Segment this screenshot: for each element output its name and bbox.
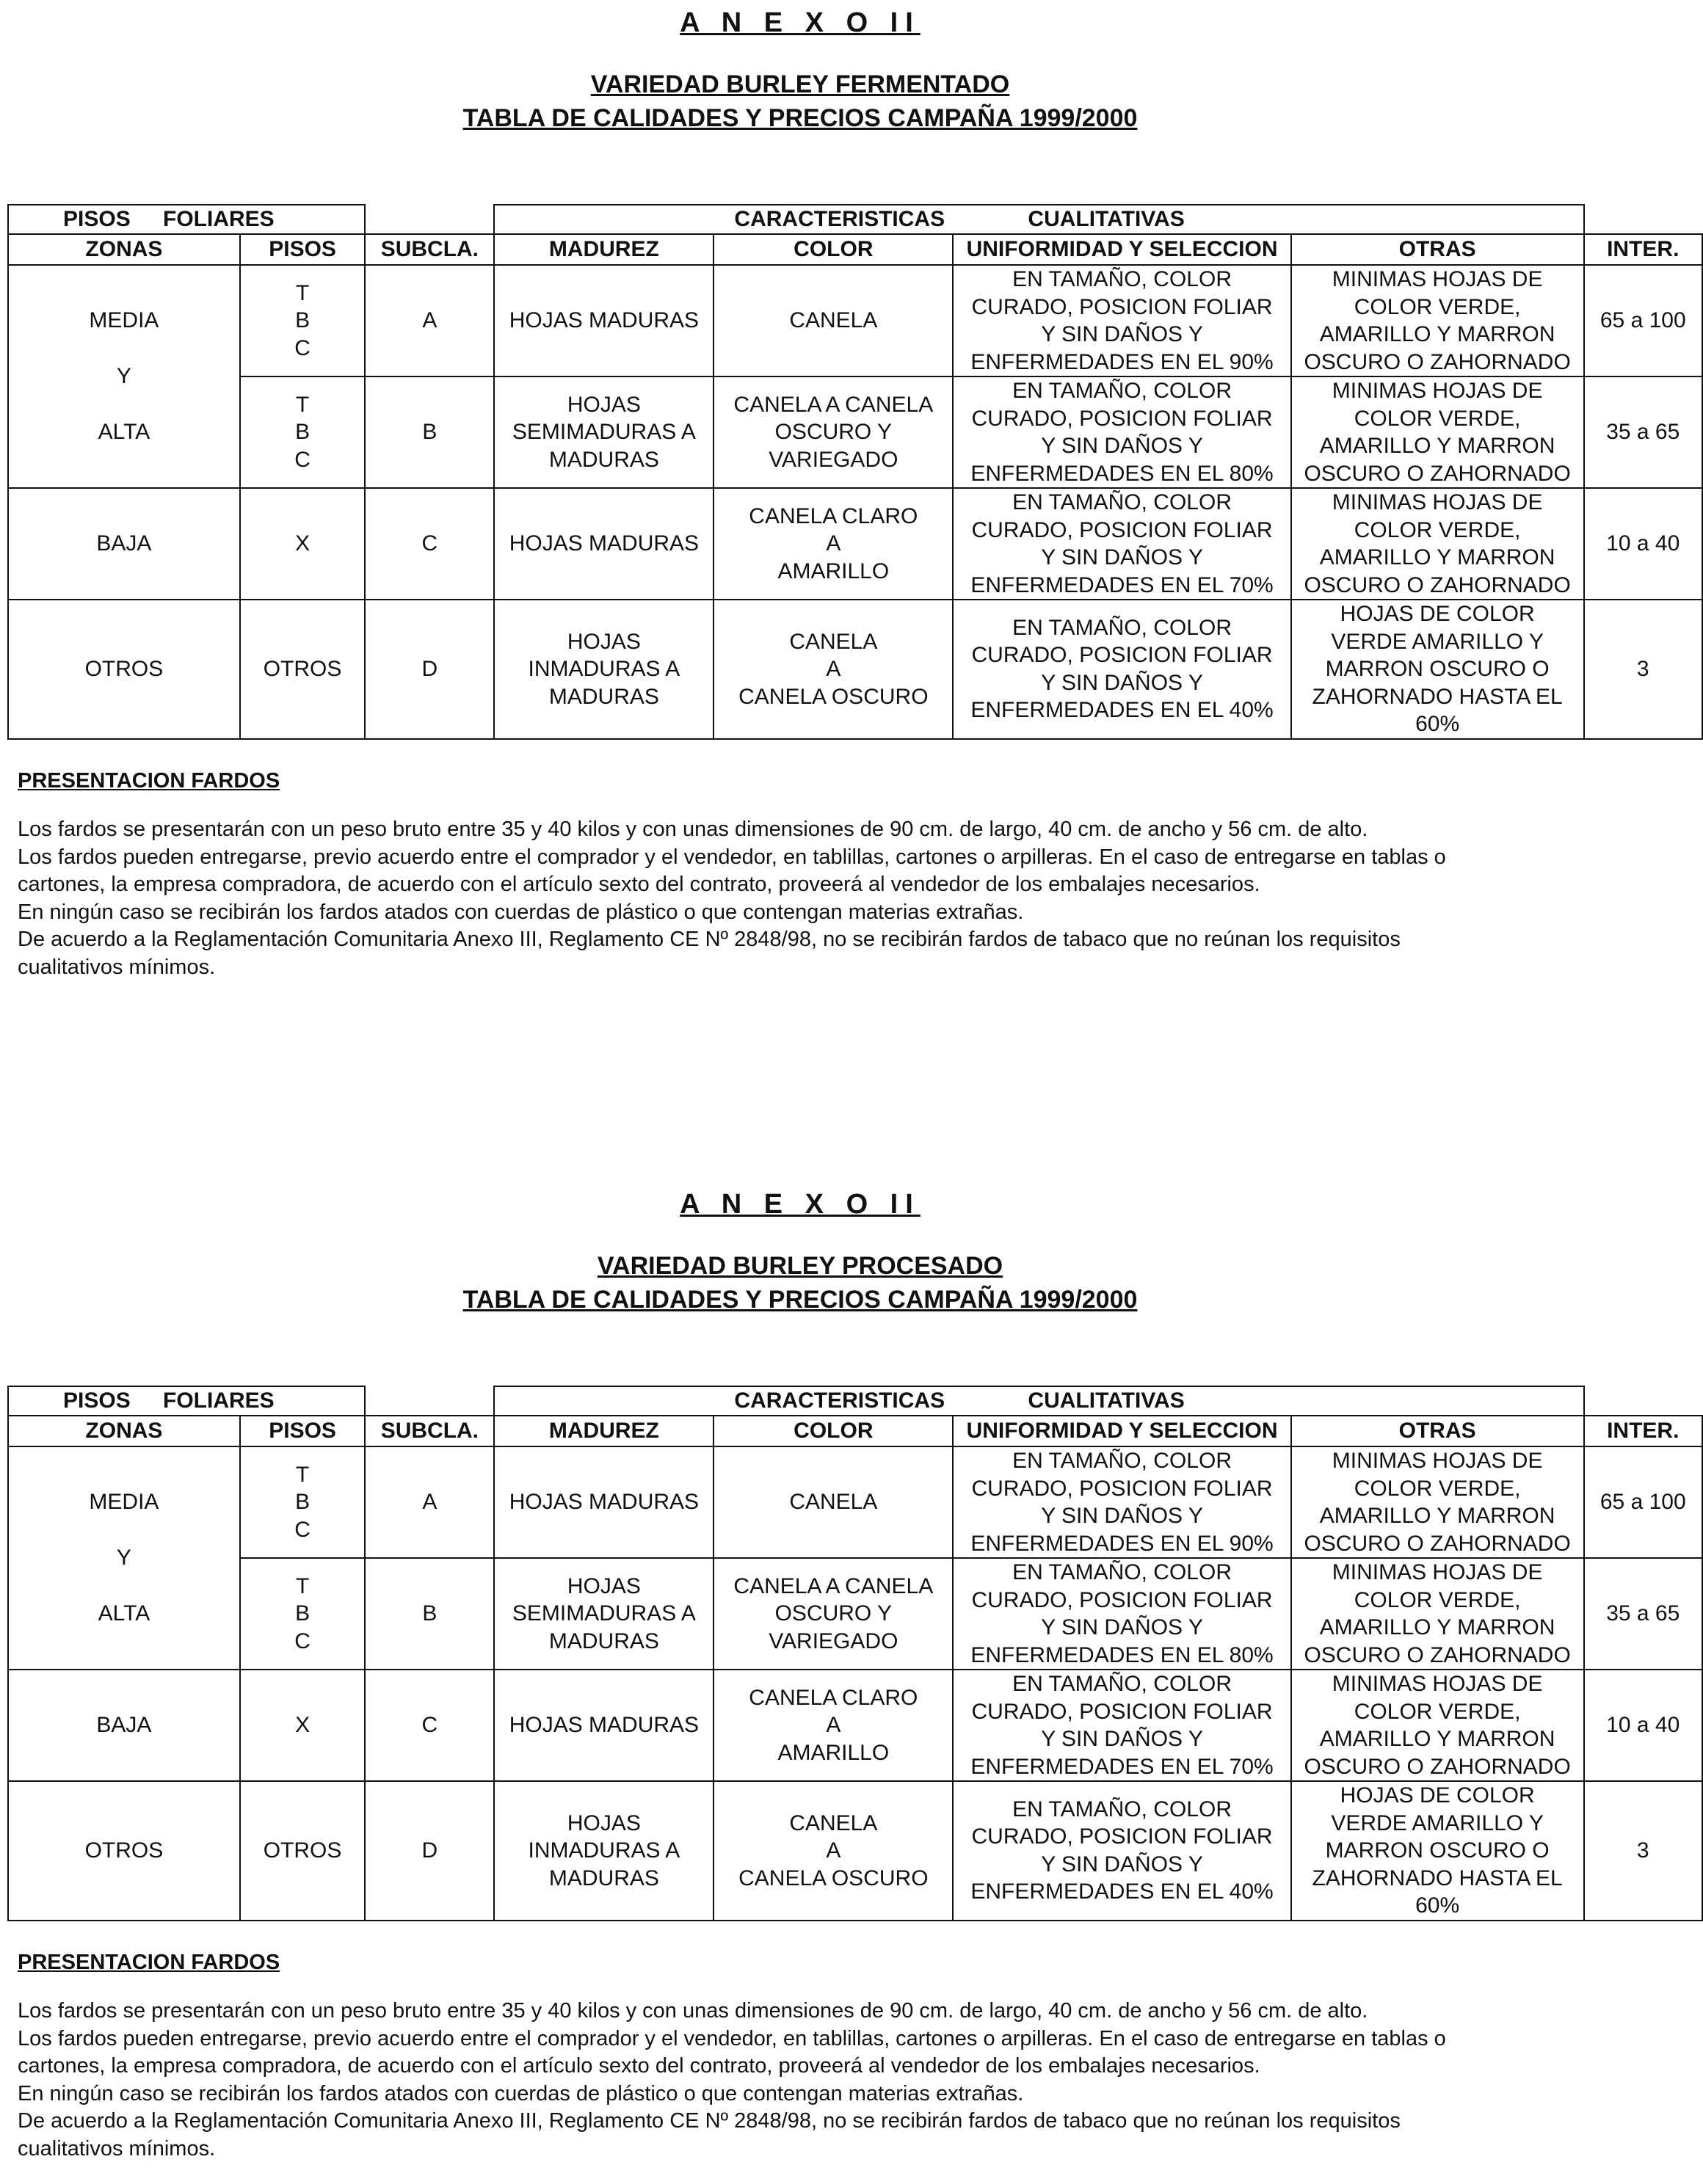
otras-cell [1291,488,1584,600]
otras-line: VERDE AMARILLO Y [1331,629,1544,654]
header-color: COLOR [713,1416,953,1446]
otras-line: MINIMAS HOJAS DE [1332,1560,1543,1584]
presentacion-text [18,816,1581,982]
madurez-line: MADURAS [548,1866,659,1890]
header-zonas: ZONAS [8,234,240,265]
pisos-cell [240,1781,365,1921]
madurez-line: SEMIMADURAS A [512,420,696,445]
otras-cell [1291,1781,1584,1921]
table-header-row [8,234,1702,265]
pisos-line: T [295,392,310,417]
pisos-line: X [295,1713,311,1738]
paragraph-line: De acuerdo a la Reglamentación Comunitaria Anexo III, Reglamento CE Nº 2848/98, no se recibirán fardos de tabaco que no reúnan los requisitos [18,928,1401,952]
otras-line: COLOR VERDE, [1354,517,1521,542]
color-line: CANELA A CANELA [733,1573,934,1598]
madurez-cell [494,1446,713,1558]
header-caracteristicas: CARACTERISTICAS [734,1388,945,1413]
color-line: CANELA [789,629,878,654]
uniformidad-cell [953,488,1290,600]
uniformidad-cell [953,1558,1290,1670]
uniformidad-line: EN TAMAÑO, COLOR [1012,1672,1232,1696]
pisos-line: X [295,531,311,556]
otras-cell [1291,600,1584,739]
table-row [8,1446,1702,1558]
pisos-line: B [295,1490,311,1515]
uniformidad-line: CURADO, POSICION FOLIAR [971,643,1273,668]
header-uniformidad: UNIFORMIDAD Y SELECCION [953,234,1290,265]
pisos-line: B [295,1601,311,1626]
presentacion-text [18,1998,1581,2163]
uniformidad-line: CURADO, POSICION FOLIAR [971,1824,1273,1849]
pisos-line: C [294,1517,311,1542]
otras-line: ZAHORNADO HASTA EL [1312,684,1563,709]
uniformidad-line: EN TAMAÑO, COLOR [1012,267,1232,291]
otras-line: ZAHORNADO HASTA EL [1312,1866,1563,1890]
uniformidad-line: EN TAMAÑO, COLOR [1012,615,1232,640]
uniformidad-line: ENFERMEDADES EN EL 90% [970,349,1274,374]
uniformidad-line: CURADO, POSICION FOLIAR [971,406,1273,431]
madurez-cell [494,376,713,488]
zona-line: MEDIA [89,1490,159,1514]
paragraph-line: En ningún caso se recibirán los fardos atados con cuerdas de plástico o que contengan materias extrañas. [18,2081,1024,2105]
madurez-line: HOJAS [567,392,641,417]
presentacion-heading: PRESENTACION FARDOS [18,769,280,793]
color-cell [713,1781,953,1921]
pisos-line: OTROS [263,657,342,681]
otras-line: AMARILLO Y MARRON [1319,1504,1555,1528]
pisos-cell [240,265,365,376]
otras-line: MINIMAS HOJAS DE [1332,267,1543,291]
presentacion-heading: PRESENTACION FARDOS [18,1951,280,1974]
pisos-foliares-header [8,205,365,234]
otras-line: AMARILLO Y MARRON [1319,545,1555,569]
uniformidad-line: EN TAMAÑO, COLOR [1012,1797,1232,1821]
color-cell [713,1670,953,1781]
uniformidad-line: EN TAMAÑO, COLOR [1012,490,1232,514]
variety-title: VARIEDAD BURLEY FERMENTADO [590,70,1010,98]
zona-line: Y [116,1546,131,1570]
uniformidad-line: Y SIN DAÑOS Y [1041,322,1203,346]
color-line: CANELA [789,1490,878,1515]
header-foliares: FOLIARES [163,207,275,231]
pisos-line: C [294,447,311,472]
annex-heading: A N E X O II [680,7,921,38]
uniformidad-line: ENFERMEDADES EN EL 70% [970,572,1274,597]
madurez-cell [494,600,713,739]
inter-cell: 10 a 40 [1584,488,1702,600]
pisos-line: C [294,1628,311,1653]
otras-line: COLOR VERDE, [1354,1699,1521,1724]
subcla-cell: C [365,488,494,600]
madurez-cell [494,265,713,376]
zona-line: ALTA [98,1601,150,1626]
color-line: OSCURO Y [774,420,893,445]
header-cualitativas: CUALITATIVAS [1028,1388,1185,1413]
madurez-cell [494,1781,713,1921]
madurez-line: MADURAS [548,447,659,472]
paragraph-line: En ningún caso se recibirán los fardos atados con cuerdas de plástico o que contengan materias extrañas. [18,900,1024,924]
uniformidad-line: CURADO, POSICION FOLIAR [971,1587,1273,1612]
caracteristicas-header [494,205,1583,234]
otras-line: OSCURO O ZAHORNADO [1304,1642,1571,1667]
uniformidad-line: CURADO, POSICION FOLIAR [971,1699,1273,1724]
table-row [8,1670,1702,1781]
otras-line: COLOR VERDE, [1354,294,1521,319]
header-otras: OTRAS [1291,1416,1584,1446]
pisos-line: OTROS [263,1838,342,1863]
pisos-cell [240,488,365,600]
subcla-cell: A [365,265,494,376]
madurez-cell [494,1670,713,1781]
paragraph-line: Los fardos pueden entregarse, previo acuerdo entre el comprador y el vendedor, en tablillas, cartones o arpilleras. En el caso de entregarse en tablas o [18,2026,1446,2050]
pisos-line: T [295,1573,310,1598]
table-header-row [8,1386,1702,1416]
otras-line: OSCURO O ZAHORNADO [1304,572,1571,597]
otras-line: 60% [1415,712,1460,736]
madurez-line: MADURAS [548,684,659,709]
header-subcla: SUBCLA. [365,234,494,265]
otras-line: HOJAS DE COLOR [1340,602,1535,626]
table-row [8,1781,1702,1921]
table-header-row [8,1416,1702,1446]
header-caracteristicas: CARACTERISTICAS [734,207,945,231]
pisos-line: C [294,335,311,360]
color-line: AMARILLO [777,558,890,583]
otras-line: VERDE AMARILLO Y [1331,1810,1544,1835]
color-line: VARIEGADO [769,447,898,472]
uniformidad-line: EN TAMAÑO, COLOR [1012,1449,1232,1473]
uniformidad-line: EN TAMAÑO, COLOR [1012,379,1232,403]
madurez-cell [494,488,713,600]
otras-line: COLOR VERDE, [1354,406,1521,431]
otras-line: COLOR VERDE, [1354,1587,1521,1612]
pisos-line: B [295,308,311,333]
otras-line: MINIMAS HOJAS DE [1332,1449,1543,1473]
otras-line: 60% [1415,1893,1460,1918]
otras-line: MARRON OSCURO O [1325,657,1550,681]
pisos-cell [240,1558,365,1670]
color-line: VARIEGADO [769,1628,898,1653]
color-line: A [826,657,841,681]
madurez-cell [494,1558,713,1670]
header-subcla: SUBCLA. [365,1416,494,1446]
paragraph-line: Los fardos pueden entregarse, previo acuerdo entre el comprador y el vendedor, en tablillas, cartones o arpilleras. En el caso de entregarse en tablas o [18,845,1446,869]
subcla-cell: B [365,376,494,488]
header-uniformidad: UNIFORMIDAD Y SELECCION [953,1416,1290,1446]
inter-cell: 35 a 65 [1584,1558,1702,1670]
color-line: A [826,531,841,556]
color-cell [713,488,953,600]
annex-heading: A N E X O II [680,1189,921,1220]
madurez-line: HOJAS [567,629,641,654]
uniformidad-line: CURADO, POSICION FOLIAR [971,1476,1273,1501]
header-cualitativas: CUALITATIVAS [1028,207,1185,231]
subcla-cell: D [365,600,494,739]
pisos-line: T [295,280,310,305]
uniformidad-line: CURADO, POSICION FOLIAR [971,517,1273,542]
color-cell [713,265,953,376]
uniformidad-line: Y SIN DAÑOS Y [1041,1615,1203,1639]
otras-line: AMARILLO Y MARRON [1319,434,1555,458]
pisos-line: T [295,1462,310,1487]
zona-cell: OTROS [8,1781,240,1921]
table-row [8,488,1702,600]
header-zonas: ZONAS [8,1416,240,1446]
otras-line: OSCURO O ZAHORNADO [1304,1754,1571,1779]
madurez-line: HOJAS [567,1810,641,1835]
header-otras: OTRAS [1291,234,1584,265]
uniformidad-line: Y SIN DAÑOS Y [1041,670,1203,695]
inter-cell: 3 [1584,1781,1702,1921]
otras-line: HOJAS DE COLOR [1340,1783,1535,1808]
uniformidad-line: ENFERMEDADES EN EL 70% [970,1754,1274,1779]
color-line: A [826,1838,841,1863]
subcla-cell: D [365,1781,494,1921]
paragraph-line: cualitativos mínimos. [18,955,216,979]
uniformidad-cell [953,1781,1290,1921]
pisos-foliares-header [8,1386,365,1416]
header-madurez: MADUREZ [494,234,713,265]
uniformidad-line: Y SIN DAÑOS Y [1041,1504,1203,1528]
paragraph-line: cartones, la empresa compradora, de acuerdo con el artículo sexto del contrato, proveerá al vendedor de los embalajes necesarios. [18,2054,1260,2078]
header-pisos: PISOS [63,1388,131,1413]
inter-cell: 35 a 65 [1584,376,1702,488]
uniformidad-line: EN TAMAÑO, COLOR [1012,1560,1232,1584]
uniformidad-line: CURADO, POSICION FOLIAR [971,294,1273,319]
pisos-cell [240,1670,365,1781]
caracteristicas-header [494,1386,1583,1416]
zona-cell: OTROS [8,600,240,739]
otras-line: COLOR VERDE, [1354,1476,1521,1501]
uniformidad-cell [953,265,1290,376]
uniformidad-line: Y SIN DAÑOS Y [1041,1727,1203,1751]
uniformidad-line: ENFERMEDADES EN EL 90% [970,1531,1274,1556]
uniformidad-line: ENFERMEDADES EN EL 80% [970,1642,1274,1667]
madurez-line: MADURAS [548,1628,659,1653]
header-pisos-col: PISOS [240,1416,365,1446]
color-line: AMARILLO [777,1740,890,1765]
color-cell [713,376,953,488]
paragraph-line: cualitativos mínimos. [18,2136,216,2161]
table-title: TABLA DE CALIDADES Y PRECIOS CAMPAÑA 1999/2000 [462,104,1138,132]
otras-line: MARRON OSCURO O [1325,1838,1550,1863]
uniformidad-cell [953,376,1290,488]
inter-cell: 10 a 40 [1584,1670,1702,1781]
color-line: CANELA CLARO [749,503,918,528]
madurez-line: HOJAS MADURAS [509,1490,700,1515]
subcla-cell: A [365,1446,494,1558]
inter-cell: 65 a 100 [1584,265,1702,376]
header-inter: INTER. [1584,234,1702,265]
table-row [8,376,1702,488]
uniformidad-line: ENFERMEDADES EN EL 40% [970,698,1274,723]
madurez-line: HOJAS [567,1573,641,1598]
uniformidad-cell [953,1670,1290,1781]
quality-table [7,204,1703,740]
otras-cell [1291,376,1584,488]
madurez-line: SEMIMADURAS A [512,1601,696,1626]
uniformidad-line: Y SIN DAÑOS Y [1041,545,1203,569]
otras-line: AMARILLO Y MARRON [1319,1615,1555,1639]
paragraph-line: De acuerdo a la Reglamentación Comunitaria Anexo III, Reglamento CE Nº 2848/98, no se recibirán fardos de tabaco que no reúnan los requisitos [18,2109,1401,2133]
pisos-cell [240,376,365,488]
otras-line: MINIMAS HOJAS DE [1332,379,1543,403]
pisos-cell [240,600,365,739]
paragraph-line: Los fardos se presentarán con un peso bruto entre 35 y 40 kilos y con unas dimensiones de 90 cm. de largo, 40 cm. de ancho y 56 cm. de alto. [18,818,1368,841]
zona-cell: BAJA [8,488,240,600]
paragraph-line: Los fardos se presentarán con un peso bruto entre 35 y 40 kilos y con unas dimensiones de 90 cm. de largo, 40 cm. de ancho y 56 cm. de alto. [18,1999,1368,2023]
otras-cell [1291,265,1584,376]
uniformidad-cell [953,600,1290,739]
madurez-line: HOJAS MADURAS [509,1713,700,1738]
color-line: CANELA [789,1810,878,1835]
madurez-line: HOJAS MADURAS [509,531,700,556]
zona-line: MEDIA [89,308,159,332]
madurez-line: HOJAS MADURAS [509,308,700,333]
otras-line: OSCURO O ZAHORNADO [1304,461,1571,486]
zona-line: Y [116,364,131,388]
otras-cell [1291,1670,1584,1781]
header-color: COLOR [713,234,953,265]
color-cell [713,600,953,739]
otras-line: AMARILLO Y MARRON [1319,1727,1555,1751]
uniformidad-line: ENFERMEDADES EN EL 40% [970,1879,1274,1904]
otras-cell [1291,1558,1584,1670]
color-line: CANELA OSCURO [738,1866,929,1890]
madurez-line: INMADURAS A [528,1838,680,1863]
table-row [8,1558,1702,1670]
color-line: CANELA A CANELA [733,392,934,417]
header-madurez: MADUREZ [494,1416,713,1446]
inter-cell: 65 a 100 [1584,1446,1702,1558]
otras-line: OSCURO O ZAHORNADO [1304,1531,1571,1556]
otras-line: MINIMAS HOJAS DE [1332,1672,1543,1696]
uniformidad-line: Y SIN DAÑOS Y [1041,1852,1203,1877]
uniformidad-line: Y SIN DAÑOS Y [1041,434,1203,458]
table-row [8,265,1702,376]
madurez-line: INMADURAS A [528,657,680,681]
table-header-row [8,205,1702,234]
uniformidad-line: ENFERMEDADES EN EL 80% [970,461,1274,486]
zona-line: ALTA [98,420,150,444]
uniformidad-cell [953,1446,1290,1558]
color-line: CANELA OSCURO [738,684,929,709]
otras-line: AMARILLO Y MARRON [1319,322,1555,346]
color-line: CANELA CLARO [749,1685,918,1710]
color-cell [713,1446,953,1558]
zona-media-alta-cell [8,1446,240,1670]
pisos-line: B [295,420,311,445]
otras-cell [1291,1446,1584,1558]
color-cell [713,1558,953,1670]
paragraph-line: cartones, la empresa compradora, de acuerdo con el artículo sexto del contrato, proveerá al vendedor de los embalajes necesarios. [18,873,1260,897]
variety-title: VARIEDAD BURLEY PROCESADO [597,1252,1003,1280]
color-line: CANELA [789,308,878,333]
zona-cell: BAJA [8,1670,240,1781]
zona-media-alta-cell [8,265,240,488]
subcla-cell: C [365,1670,494,1781]
color-line: OSCURO Y [774,1601,893,1626]
table-row [8,600,1702,739]
subcla-cell: B [365,1558,494,1670]
header-foliares: FOLIARES [163,1388,275,1413]
table-title: TABLA DE CALIDADES Y PRECIOS CAMPAÑA 1999/2000 [462,1286,1138,1314]
otras-line: MINIMAS HOJAS DE [1332,490,1543,514]
inter-cell: 3 [1584,600,1702,739]
quality-table [7,1386,1703,1921]
color-line: A [826,1713,841,1738]
otras-line: OSCURO O ZAHORNADO [1304,349,1571,374]
header-pisos-col: PISOS [240,234,365,265]
header-inter: INTER. [1584,1416,1702,1446]
header-pisos: PISOS [63,207,131,231]
pisos-cell [240,1446,365,1558]
